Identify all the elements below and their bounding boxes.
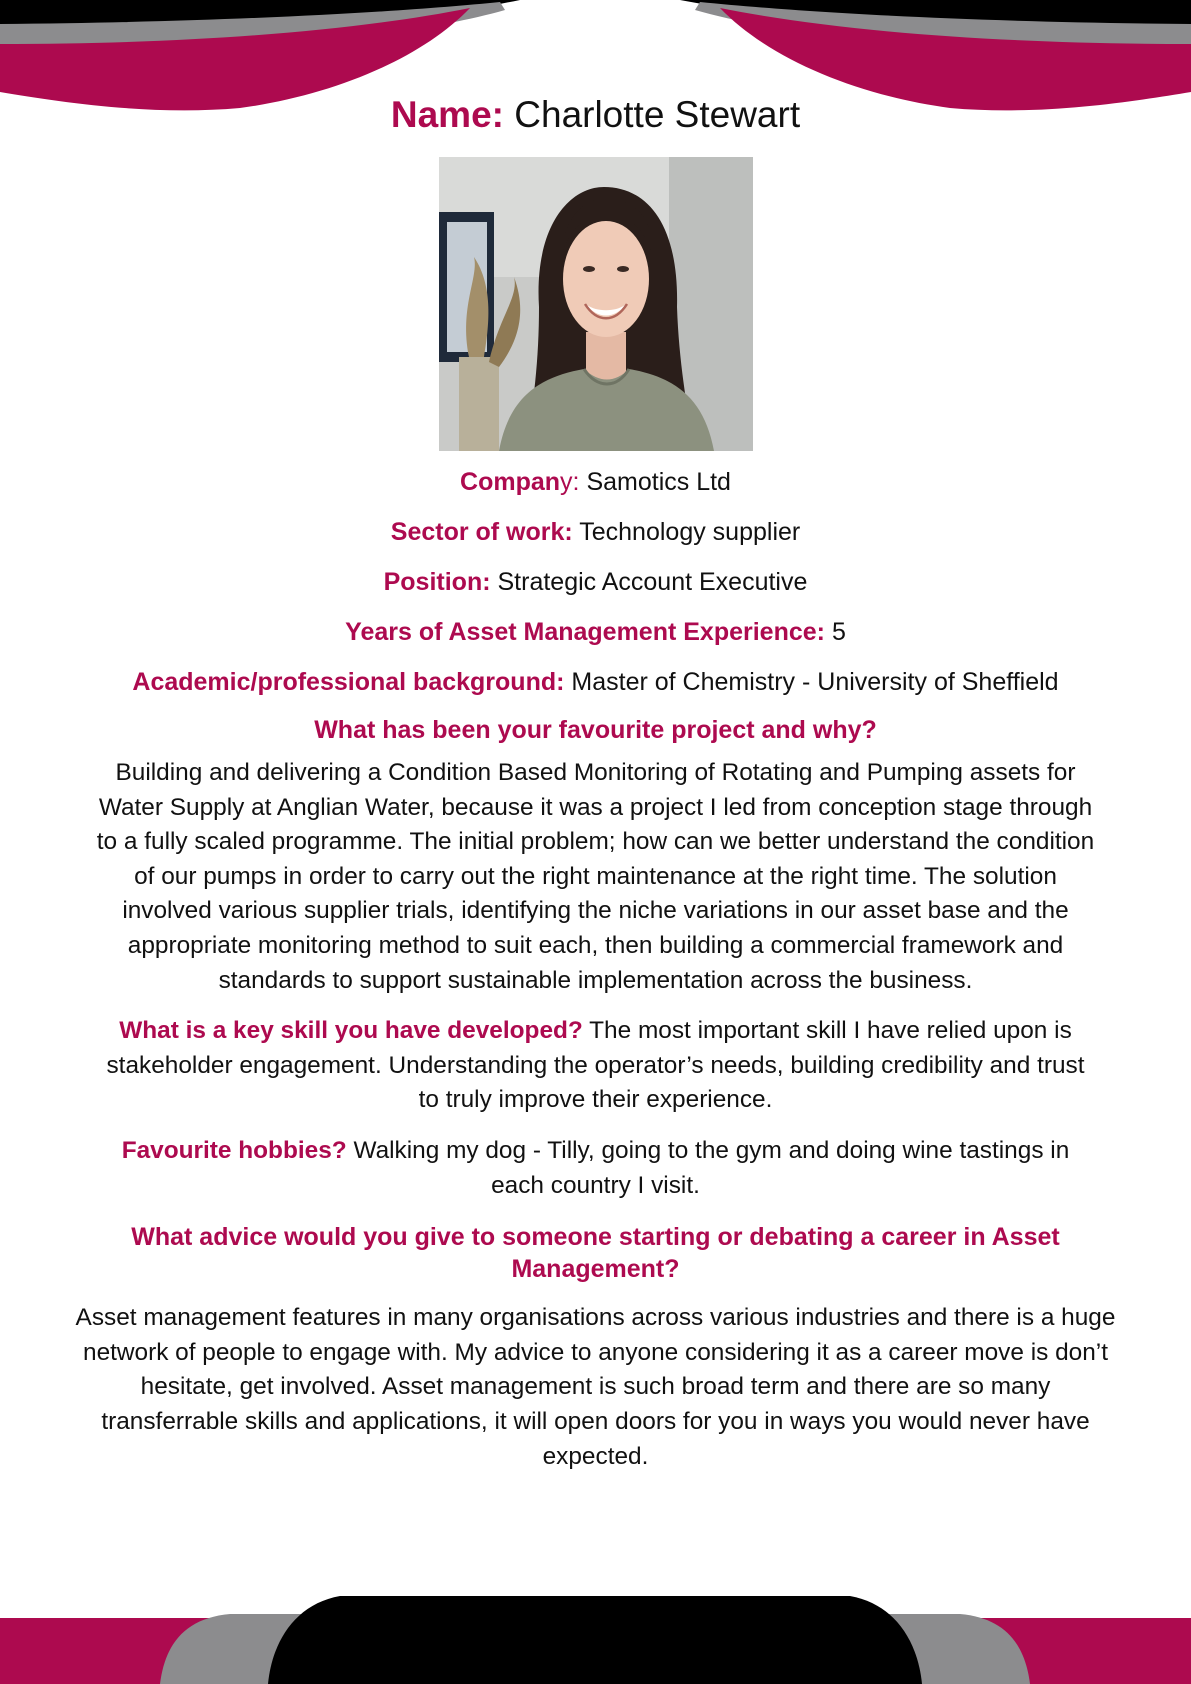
position-value: Strategic Account Executive xyxy=(497,568,808,596)
advice-question: What advice would you give to someone starting or debating a career in Asset Management? xyxy=(131,1223,1060,1284)
background-value: Master of Chemistry - University of Sheffield xyxy=(571,668,1059,696)
name-line xyxy=(70,92,1121,138)
favourite-project-answer: Building and delivering a Condition Based Monitoring of Rotating and Pumping assets for Water Supply at Anglian Water, because it was a project I led from conception stage through to a fully scaled programme. The initial problem; how can we better understand the condition of our pumps in order to carry out the right maintenance at the right time. The solution involved various supplier trials, identifying the niche variations in our asset base and the appropriate monitoring method to suit each, then building a commercial framework and standards to support sustainable implementation across the business. xyxy=(96,759,1095,994)
key-skill-paragraph xyxy=(96,1014,1096,1118)
key-skill-answer: The most important skill I have relied upon is stakeholder engagement. Understanding the operator’s needs, building credibility and trust to truly improve their experience. xyxy=(106,1017,1085,1114)
advice-answer: Asset management features in many organisations across various industries and there is a huge network of people to engage with. My advice to anyone considering it as a career move is don’t hesitate, get involved. Asset management is such broad term and there are so many transferrable skills and applications, it will open doors for you in ways you would never have expected. xyxy=(75,1304,1116,1470)
company-label-rest: y: xyxy=(560,468,580,496)
position-field xyxy=(70,566,1121,598)
years-value: 5 xyxy=(831,618,846,646)
portrait-photo xyxy=(439,157,753,451)
bottom-decorative-banner xyxy=(0,1584,1191,1684)
key-skill-question: What is a key skill you have developed? xyxy=(119,1017,583,1045)
hobbies-paragraph xyxy=(106,1134,1086,1203)
company-label: Compan xyxy=(460,468,561,496)
name-label: Name: xyxy=(390,94,504,135)
hobbies-question: Favourite hobbies? xyxy=(121,1136,347,1164)
hobbies-answer: Walking my dog - Tilly, going to the gym and doing wine tastings in each country I visit. xyxy=(353,1136,1070,1199)
background-field xyxy=(70,666,1121,698)
sector-label: Sector of work: xyxy=(390,518,573,546)
profile-content xyxy=(70,92,1121,1474)
name-value: Charlotte Stewart xyxy=(514,94,801,135)
company-field xyxy=(70,466,1121,498)
position-label: Position: xyxy=(383,568,491,596)
years-label: Years of Asset Management Experience: xyxy=(345,618,825,646)
sector-value: Technology supplier xyxy=(579,518,801,546)
company-value: Samotics Ltd xyxy=(586,468,731,496)
years-field xyxy=(70,616,1121,648)
favourite-project-question: What has been your favourite project and why? xyxy=(314,716,877,744)
sector-field xyxy=(70,516,1121,548)
background-label: Academic/professional background: xyxy=(132,668,565,696)
